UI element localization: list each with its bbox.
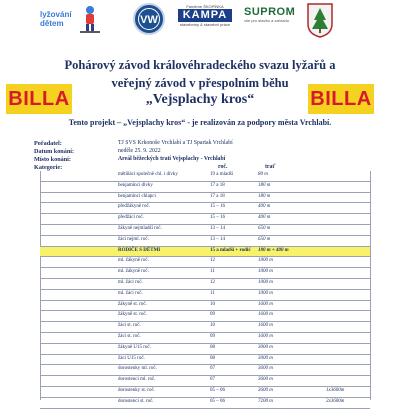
category-cell: žáci st. roč. [118, 323, 141, 329]
table-row [40, 365, 370, 376]
extra-cell: 1x3600m [326, 387, 345, 393]
track-column-header: trať [265, 164, 276, 170]
track-cell: 1600 m [258, 333, 273, 339]
table-row [40, 344, 370, 355]
kids-logo-text-1: lyžování [40, 10, 72, 19]
category-cell: žáci U15 roč. [118, 355, 145, 361]
kampa-logo [178, 4, 232, 32]
category-cell: RODIČE S DĚTMI [118, 247, 161, 253]
table-row [40, 193, 370, 204]
project-support-text: Tento projekt – „Vejsplachy kros“ - je realizován za podpory města Vrchlabí. [68, 118, 332, 127]
categories-label: Kategorie: [34, 164, 63, 171]
table-row [40, 311, 370, 322]
category-cell: dorostenci ml. roč. [118, 377, 156, 383]
year-cell: 15 a mladší + rodič [210, 247, 251, 253]
year-cell: 09 [210, 333, 215, 339]
track-cell: 3000 m [258, 344, 273, 350]
year-cell: 10 [210, 301, 215, 307]
year-cell: 07 [210, 366, 215, 372]
track-cell: 180 m [258, 182, 271, 188]
billa-logo-right: BILLA [308, 84, 374, 114]
year-cell: 17 a 18 [210, 193, 225, 199]
category-cell: žákyně st. roč. [118, 301, 147, 307]
table-row [40, 214, 370, 225]
track-cell: 1000 m [258, 279, 273, 285]
table-row [40, 301, 370, 312]
organizer-label: Pořadatel: [34, 140, 62, 147]
track-cell: 400 m [258, 204, 271, 210]
year-cell: 12 [210, 258, 215, 264]
category-cell: ml. žáci roč. [118, 279, 143, 285]
track-cell: 3600 m [258, 366, 273, 372]
table-row [40, 322, 370, 333]
year-cell: 19 a mladší [210, 172, 234, 177]
category-cell: dorostenci st. roč. [118, 398, 154, 404]
table-row [40, 182, 370, 193]
year-cell: 08 [210, 355, 215, 361]
date-label: Datum konání: [34, 148, 75, 155]
table-row [40, 225, 370, 236]
year-cell: 13 – 14 [210, 236, 225, 242]
place-label: Místo konání: [34, 156, 71, 163]
event-name: „Vejsplachy kros“ [145, 92, 255, 107]
table-row-highlighted [40, 247, 370, 258]
category-cell: předžákyně roč. [118, 204, 150, 210]
sponsor-logo-bar [0, 0, 400, 40]
table-row [40, 333, 370, 344]
track-cell: 180 m [258, 193, 271, 199]
suprom-logo [244, 6, 296, 30]
track-cell: 3600 m [258, 377, 273, 383]
category-cell: žákyně nejmladší roč. [118, 225, 162, 231]
kampa-name: KAMPA [178, 9, 232, 22]
suprom-name: SUPROM [244, 6, 296, 18]
track-cell: 180 m + 400 m [258, 247, 289, 253]
kampa-sub-text: stavebniny & stavební práce [179, 22, 231, 27]
table-row [40, 171, 370, 182]
category-cell: ml. žáci roč. [118, 290, 143, 296]
category-cell: předžáci roč. [118, 215, 144, 221]
category-cell: mětíňácí společně chl. i dívky [118, 172, 178, 177]
year-cell: 17 a 18 [210, 182, 225, 188]
year-cell: 09 [210, 312, 215, 318]
track-cell: 80 m [258, 172, 268, 177]
title-line-1: Pohárový závod královéhradeckého svazu lyžařů a [64, 58, 336, 72]
year-cell: 13 – 14 [210, 225, 225, 231]
category-cell: žákyně st. roč. [118, 312, 147, 318]
table-row [40, 268, 370, 279]
date-value: neděle 25. 9. 2022 [118, 148, 161, 154]
track-cell: 650 m [258, 236, 271, 242]
year-cell: 08 [210, 344, 215, 350]
table-row [40, 279, 370, 290]
skier-figure-icon [80, 4, 100, 34]
track-cell: 650 m [258, 225, 271, 231]
town-crest-icon [306, 2, 334, 38]
category-cell: dorostenky ml. roč. [118, 366, 157, 372]
year-cell: 12 [210, 279, 215, 285]
organizer-value: TJ SVS Krkonoše Vrchlabí a TJ Spartak Vrchlabí [118, 140, 233, 146]
category-cell: žákyně U15 roč. [118, 344, 151, 350]
category-cell: žáci st. roč. [118, 333, 141, 339]
year-column-header: roč. [218, 164, 228, 170]
year-cell: 05 – 06 [210, 398, 225, 404]
year-cell: 11 [210, 290, 215, 296]
kids-logo-text-2: dětem [40, 19, 64, 28]
kids-skiing-logo [36, 4, 100, 34]
track-cell: 1600 m [258, 323, 273, 329]
year-cell: 05 – 06 [210, 387, 225, 393]
year-cell: 10 [210, 323, 215, 329]
table-row [40, 376, 370, 387]
track-cell: 400 m [258, 215, 271, 221]
category-cell: ml. žákyně roč. [118, 269, 149, 275]
extra-cell: 2x3600m [326, 398, 345, 404]
category-cell: benjamínci dívky [118, 182, 153, 188]
table-row [40, 398, 370, 409]
volkswagen-logo [133, 3, 165, 35]
year-cell: 15 – 16 [210, 204, 225, 210]
category-cell: benjamínci chlapci [118, 193, 156, 199]
table-row [40, 257, 370, 268]
track-cell: 1000 m [258, 269, 273, 275]
track-cell: 7200 m [258, 398, 273, 404]
year-cell: 15 – 16 [210, 215, 225, 221]
table-row [40, 290, 370, 301]
suprom-sub-text: vše pro stavbu a zahradu [244, 18, 289, 23]
categories-table [40, 171, 370, 409]
table-row [40, 236, 370, 247]
billa-logo-left: BILLA [6, 84, 72, 114]
table-row [40, 203, 370, 214]
track-cell: 3600 m [258, 387, 273, 393]
track-cell: 3000 m [258, 355, 273, 361]
track-cell: 1000 m [258, 258, 273, 264]
vw-mark: VW [138, 8, 160, 30]
kampa-top-text: Fandíme ŠKOPÍNKA [186, 4, 224, 9]
track-cell: 1600 m [258, 301, 273, 307]
table-row [40, 387, 370, 398]
track-cell: 1000 m [258, 290, 273, 296]
category-cell: dorostenky st. roč. [118, 387, 155, 393]
title-line-2: veřejný závod v přespolním běhu [111, 76, 289, 90]
place-value: Areál běžeckých tratí Vejsplachy - Vrchlabí [118, 156, 226, 162]
track-cell: 1600 m [258, 312, 273, 318]
year-cell: 07 [210, 377, 215, 383]
year-cell: 11 [210, 269, 215, 275]
table-border-right [370, 171, 371, 400]
category-cell: žáci nejml. roč. [118, 236, 149, 242]
table-row [40, 355, 370, 366]
category-cell: ml. žákyně roč. [118, 258, 149, 264]
